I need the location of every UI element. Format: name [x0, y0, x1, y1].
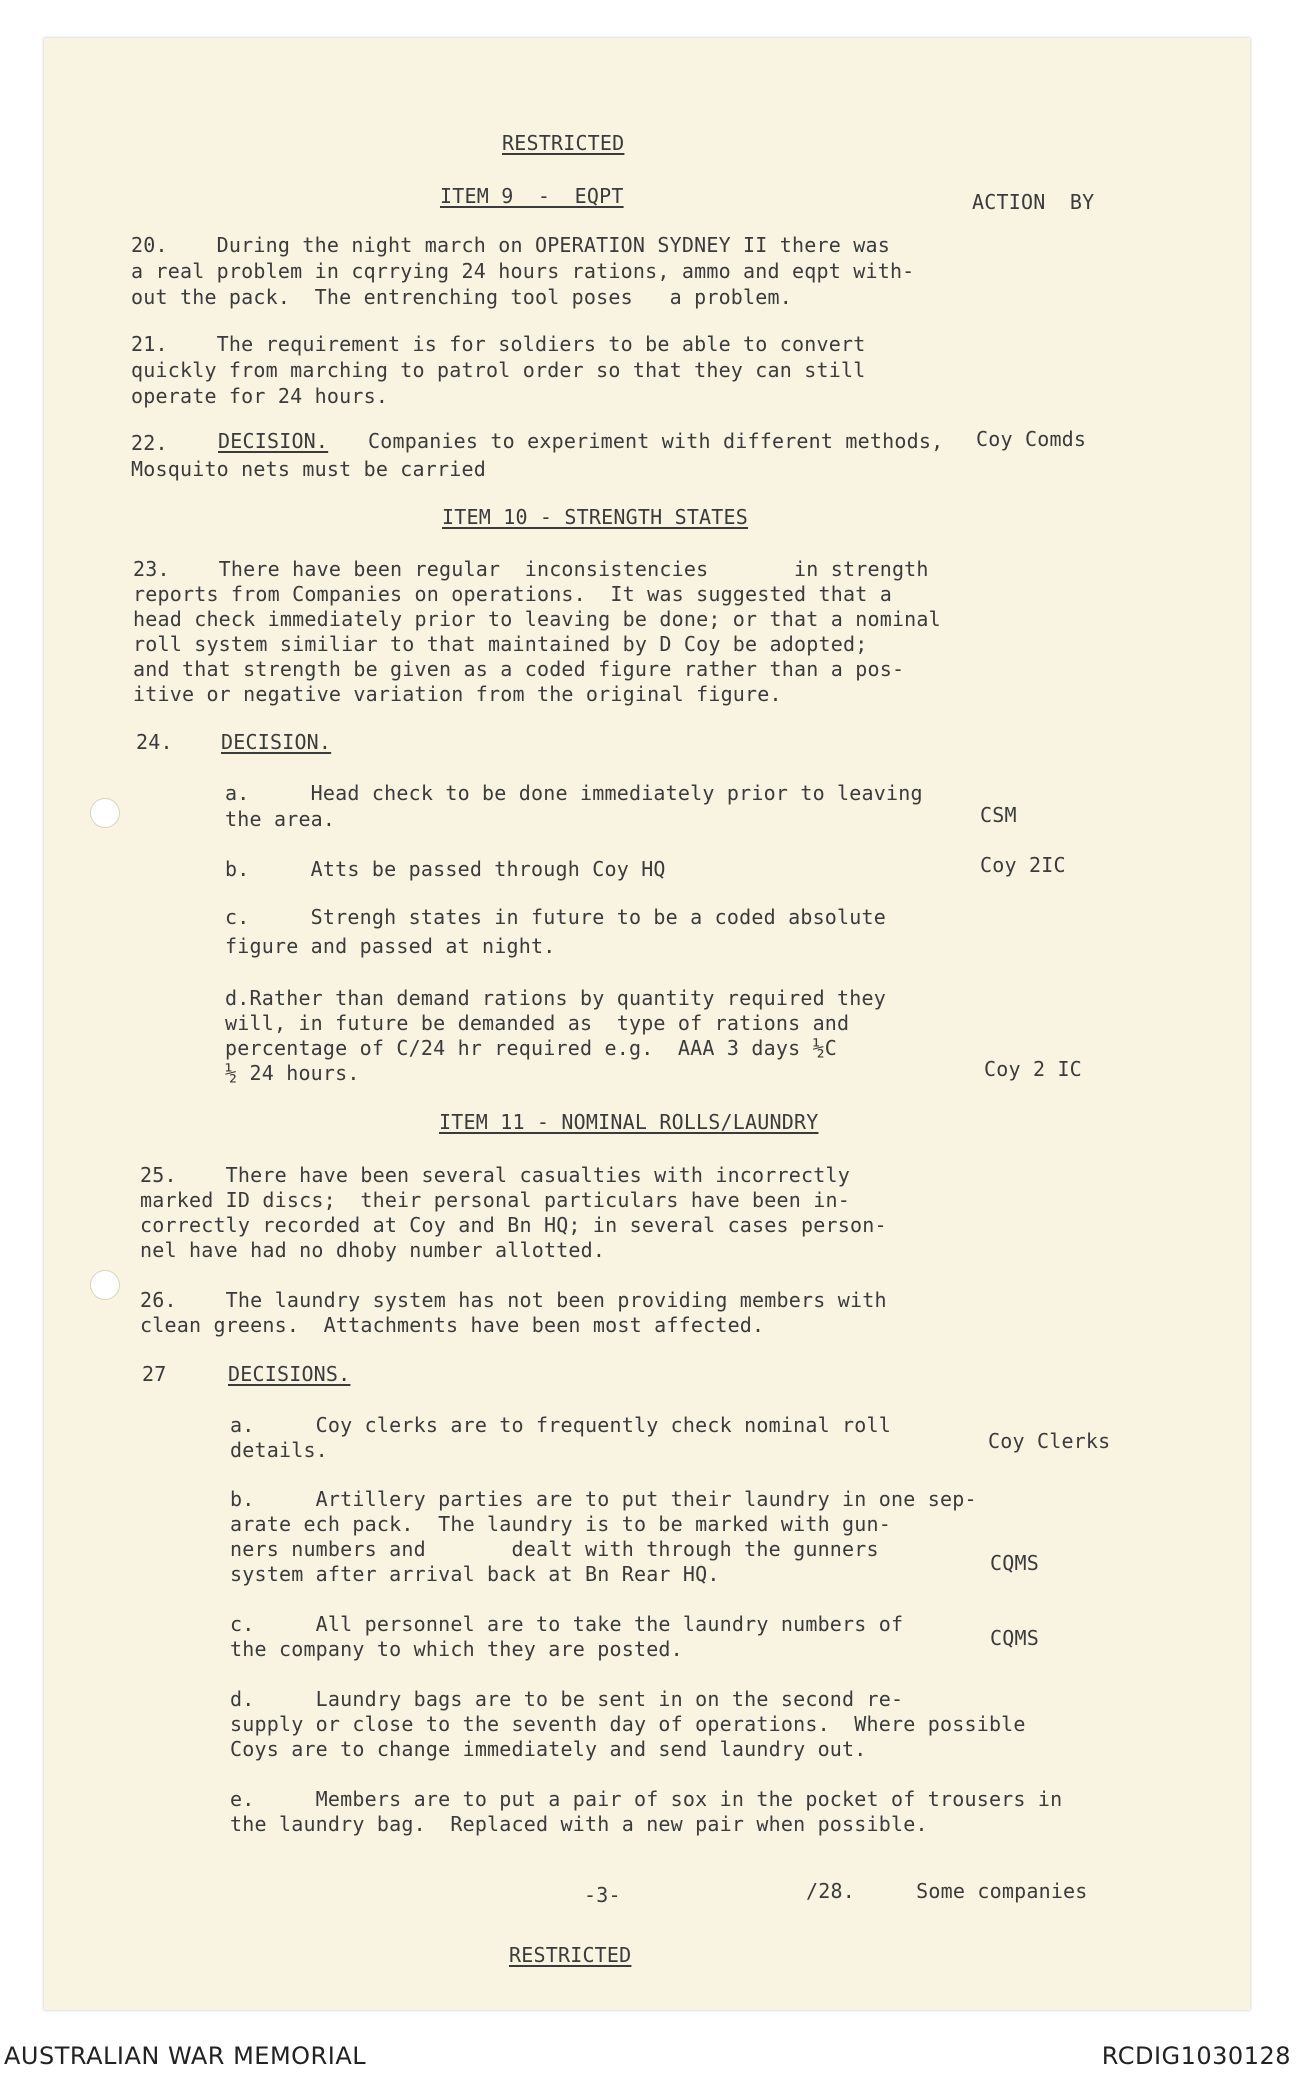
action-by-entry: CQMS [990, 1626, 1039, 1650]
item10-heading: ITEM 10 - STRENGTH STATES [442, 505, 749, 529]
item9-heading: ITEM 9 - EQPT [440, 184, 624, 208]
sub-item-line: c. Strengh states in future to be a coded absolute [225, 905, 887, 929]
punch-hole-top [90, 798, 120, 828]
sub-item-line: percentage of C/24 hr required e.g. AAA 3 days ½C [225, 1036, 838, 1060]
sub-item-line: supply or close to the seventh day of operations. Where possible [230, 1712, 1026, 1736]
continuation-note: /28. Some companies [806, 1879, 1088, 1903]
para-line: head check immediately prior to leaving be done; or that a nominal [133, 607, 941, 631]
sub-item-line: b. Atts be passed through Coy HQ [225, 857, 666, 881]
sub-item-line: a. Coy clerks are to frequently check nominal roll [230, 1413, 892, 1437]
para-line: 20. During the night march on OPERATION SYDNEY II there was [131, 233, 890, 257]
punch-hole-bottom [90, 1270, 120, 1300]
decision-label: DECISION. [221, 730, 332, 754]
para-line: clean greens. Attachments have been most affected. [140, 1313, 765, 1337]
para-number: 27 [142, 1362, 167, 1386]
para-line: operate for 24 hours. [131, 384, 389, 408]
sub-item-line: the laundry bag. Replaced with a new pair when possible. [230, 1812, 928, 1836]
sub-item-line: a. Head check to be done immediately prior to leaving [225, 781, 923, 805]
action-by-entry: Coy Clerks [988, 1429, 1111, 1453]
para-line: 26. The laundry system has not been providing members with [140, 1288, 887, 1312]
para-line: a real problem in cqrrying 24 hours rations, ammo and eqpt with- [131, 259, 915, 283]
classification-bottom: RESTRICTED [509, 1943, 632, 1967]
sub-item-line: figure and passed at night. [225, 934, 556, 958]
sub-item-line: c. All personnel are to take the laundry numbers of [230, 1612, 904, 1636]
para-line: Mosquito nets must be carried [131, 457, 486, 481]
para-line: itive or negative variation from the original figure. [133, 682, 782, 706]
action-by-entry: CQMS [990, 1551, 1039, 1575]
sub-item-line: arate ech pack. The laundry is to be marked with gun- [230, 1512, 892, 1536]
para-line: correctly recorded at Coy and Bn HQ; in several cases person- [140, 1213, 887, 1237]
para-line: 23. There have been regular inconsistencies in strength [133, 557, 929, 581]
para-line: roll system similiar to that maintained by D Coy be adopted; [133, 632, 868, 656]
sub-item-line: d. Laundry bags are to be sent in on the second re- [230, 1687, 904, 1711]
action-by-entry: Coy Comds [976, 427, 1087, 451]
sub-item-line: the company to which they are posted. [230, 1637, 683, 1661]
sub-item-line: system after arrival back at Bn Rear HQ. [230, 1562, 720, 1586]
para-line: nel have had no dhoby number allotted. [140, 1238, 606, 1262]
page-number: -3- [584, 1883, 621, 1907]
para-line: reports from Companies on operations. It was suggested that a [133, 582, 892, 606]
action-by-entry: Coy 2 IC [984, 1057, 1082, 1081]
sub-item-line: ½ 24 hours. [225, 1061, 360, 1085]
action-by-entry: CSM [980, 803, 1017, 827]
decision-label: DECISIONS. [228, 1362, 351, 1386]
item11-heading: ITEM 11 - NOMINAL ROLLS/LAUNDRY [439, 1110, 819, 1134]
sub-item-line: e. Members are to put a pair of sox in the pocket of trousers in [230, 1787, 1063, 1811]
sub-item-line: b. Artillery parties are to put their laundry in one sep- [230, 1487, 977, 1511]
para-line: 21. The requirement is for soldiers to be able to convert [131, 332, 866, 356]
sub-item-line: d.Rather than demand rations by quantity required they [225, 986, 887, 1010]
classification-top: RESTRICTED [502, 131, 625, 155]
para-line: out the pack. The entrenching tool poses a problem. [131, 285, 793, 309]
para-number: 24. [136, 730, 173, 754]
document-page [44, 38, 1250, 2010]
archive-credit: AUSTRALIAN WAR MEMORIAL [4, 2042, 367, 2070]
para-line: quickly from marching to patrol order so that they can still [131, 358, 866, 382]
sub-item-line: details. [230, 1438, 328, 1462]
sub-item-line: Coys are to change immediately and send laundry out. [230, 1737, 867, 1761]
para-line: 25. There have been several casualties with incorrectly [140, 1163, 850, 1187]
para-line: marked ID discs; their personal particulars have been in- [140, 1188, 850, 1212]
sub-item-line: will, in future be demanded as type of rations and [225, 1011, 850, 1035]
sub-item-line: the area. [225, 807, 336, 831]
para-line: and that strength be given as a coded figure rather than a pos- [133, 657, 905, 681]
action-by-entry: Coy 2IC [980, 853, 1066, 877]
decision-label: DECISION. [218, 429, 329, 453]
archive-id: RCDIG1030128 [1101, 2042, 1291, 2070]
action-by-heading: ACTION BY [972, 190, 1095, 214]
sub-item-line: ners numbers and dealt with through the gunners [230, 1537, 879, 1561]
para-line: Companies to experiment with different methods, [368, 429, 944, 453]
para-number: 22. [131, 431, 168, 455]
